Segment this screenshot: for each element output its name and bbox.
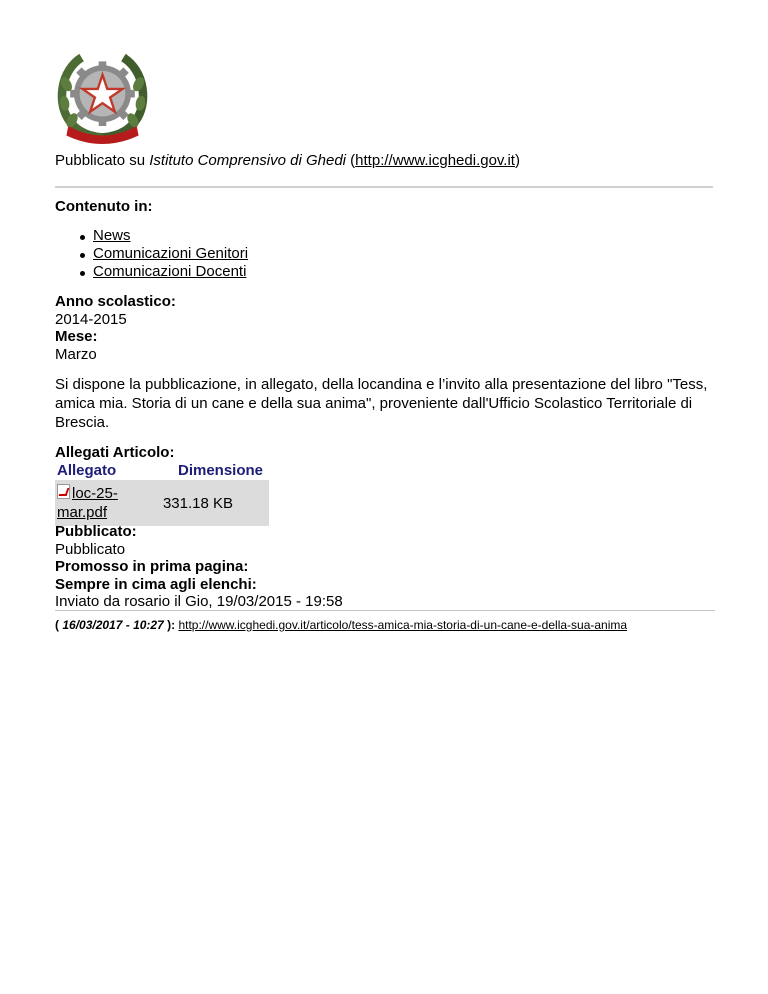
attachments-table [55, 461, 269, 526]
header-divider [55, 186, 713, 188]
pdf-file-icon [57, 484, 70, 499]
pubblicato-label: Pubblicato: [55, 523, 137, 540]
article-url-link[interactable]: http://www.icghedi.gov.it/articolo/tess-amica-mia-storia-di-un-cane-e-della-sua-anima [178, 618, 628, 632]
published-on-line: Pubblicato su Istituto Comprensivo di Ghedi (http://www.icghedi.gov.it) [55, 152, 520, 169]
column-header-allegato: Allegato [57, 462, 117, 479]
site-name: Istituto Comprensivo di Ghedi [149, 152, 346, 169]
category-link-comunicazioni-genitori[interactable]: Comunicazioni Genitori [93, 245, 249, 262]
footer-source-line: ( 16/03/2017 - 10:27 ): http://www.icghedi.gov.it/articolo/tess-amica-mia-storia-di-un-cane-e-della-sua-anima [55, 618, 628, 632]
article-fields [55, 293, 176, 363]
article-body: Si dispone la pubblicazione, in allegato, della locandina e l’invito alla presentazione del libro "Tess, amica mia. Storia di un cane e della sua anima", proveniente dall'Ufficio Scolastico Territoriale di Brescia. [55, 376, 708, 431]
attachment-file-link[interactable]: loc-25-mar.pdf [57, 485, 118, 521]
category-link-comunicazioni-docenti[interactable]: Comunicazioni Docenti [93, 263, 247, 280]
promosso-label: Promosso in prima pagina: [55, 558, 249, 575]
mese-label: Mese: [55, 328, 98, 345]
attachment-size: 331.18 KB [127, 480, 269, 526]
category-link-news[interactable]: News [93, 227, 131, 244]
category-list [55, 227, 248, 281]
anno-scolastico-label: Anno scolastico: [55, 293, 176, 310]
list-item [93, 245, 248, 263]
list-item [93, 227, 248, 245]
sent-by-line: Inviato da rosario il Gio, 19/03/2015 - 19:58 [55, 593, 343, 610]
list-item [93, 263, 248, 281]
attachments-label: Allegati Articolo: [55, 444, 175, 461]
mese-value: Marzo [55, 345, 97, 363]
sempre-in-cima-label: Sempre in cima agli elenchi: [55, 575, 257, 593]
pubblicato-value: Pubblicato [55, 540, 126, 558]
emblem-italian-republic-logo [55, 50, 150, 145]
attachment-file-cell [55, 480, 127, 526]
print-timestamp: 16/03/2017 - 10:27 [62, 618, 164, 632]
table-header-row [55, 461, 269, 480]
column-header-dimensione: Dimensione [178, 462, 264, 479]
table-row [55, 480, 269, 526]
footer-divider [55, 610, 715, 611]
content-in-label: Contenuto in: [55, 198, 153, 215]
published-prefix: Pubblicato su [55, 152, 146, 169]
site-url-link[interactable]: http://www.icghedi.gov.it [355, 152, 515, 169]
article-meta [55, 523, 343, 611]
anno-scolastico-value: 2014-2015 [55, 310, 127, 328]
